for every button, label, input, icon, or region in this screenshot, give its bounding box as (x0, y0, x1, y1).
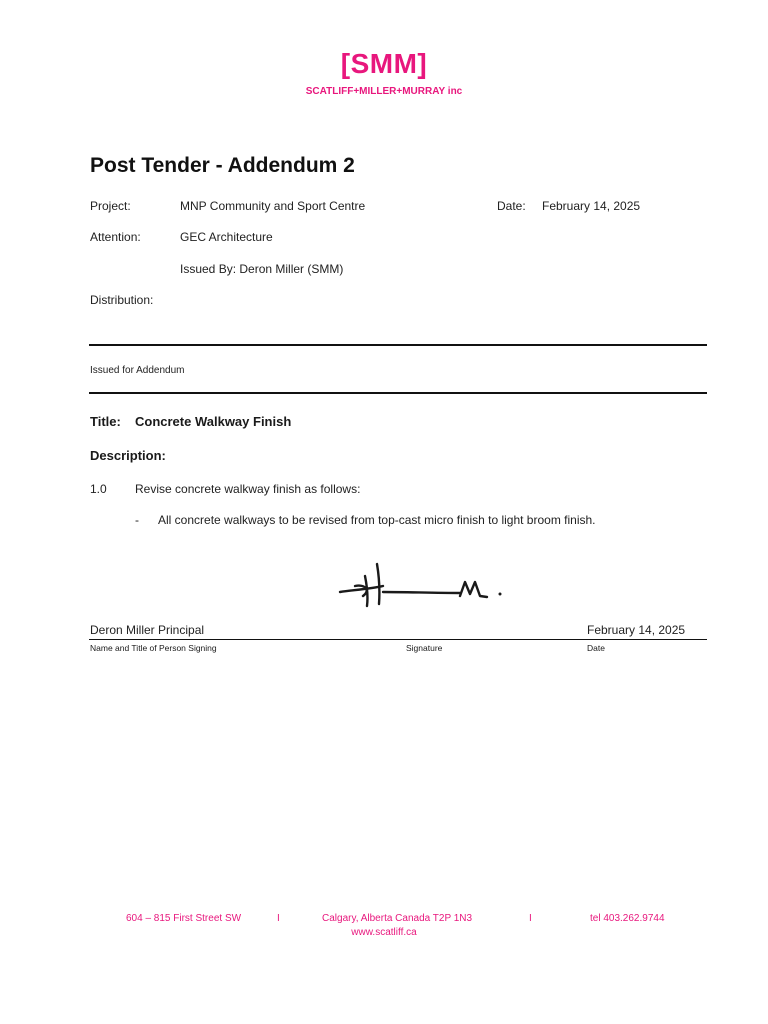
document-title: Post Tender - Addendum 2 (90, 154, 355, 177)
item-bullet: - (135, 513, 139, 527)
footer-website[interactable]: www.scatliff.ca (351, 927, 417, 938)
signoff-date: February 14, 2025 (587, 623, 686, 637)
signature-image (335, 556, 515, 612)
date-value: February 14, 2025 (542, 199, 641, 213)
name-caption: Name and Title of Person Signing (90, 643, 217, 653)
divider-top (89, 344, 707, 346)
divider-bottom (89, 392, 707, 394)
item-text: Revise concrete walkway finish as follows: (135, 482, 361, 496)
footer-phone: tel 403.262.9744 (590, 913, 665, 924)
item-subtext: All concrete walkways to be revised from top-cast micro finish to light broom finish. (158, 513, 596, 527)
footer-separator-1: I (277, 913, 280, 924)
item-number: 1.0 (90, 482, 107, 496)
distribution-label: Distribution: (90, 293, 154, 307)
date-label: Date: (497, 199, 526, 213)
description-label: Description: (90, 448, 166, 463)
signature-caption: Signature (406, 643, 443, 653)
title-label: Title: (90, 414, 121, 429)
firm-name: SCATLIFF+MILLER+MURRAY inc (305, 86, 463, 97)
signature-line (89, 639, 707, 640)
issued-by: Issued By: Deron Miller (SMM) (180, 262, 344, 276)
issued-for-text: Issued for Addendum (90, 365, 185, 376)
footer-address: 604 – 815 First Street SW (126, 913, 242, 924)
company-logo: [SMM] (340, 48, 428, 79)
attention-label: Attention: (90, 230, 141, 244)
attention-value: GEC Architecture (180, 230, 273, 244)
project-value: MNP Community and Sport Centre (180, 199, 366, 213)
footer-separator-2: I (529, 913, 532, 924)
title-value: Concrete Walkway Finish (135, 414, 292, 429)
signer-name-title: Deron Miller Principal (90, 623, 205, 637)
footer-city: Calgary, Alberta Canada T2P 1N3 (322, 913, 473, 924)
project-label: Project: (90, 199, 131, 213)
date-caption: Date (587, 643, 605, 653)
